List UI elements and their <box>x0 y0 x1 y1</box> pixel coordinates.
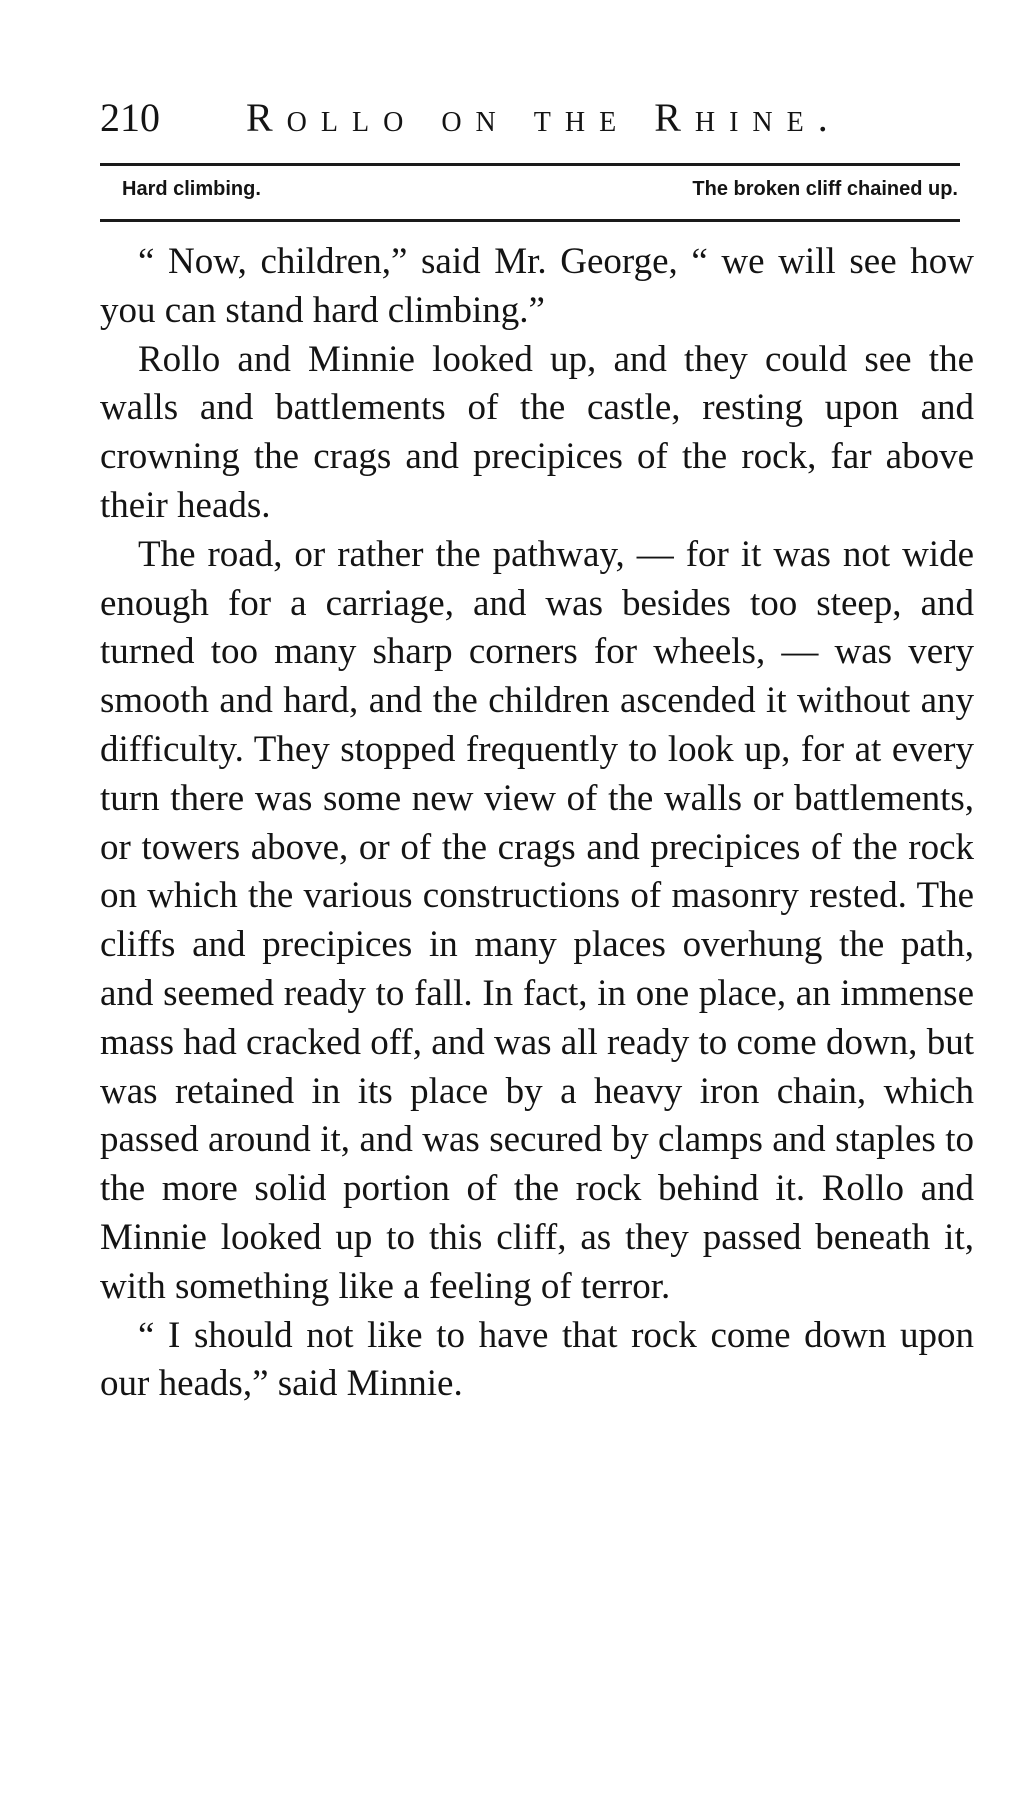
paragraph: Rollo and Minnie looked up, and they could see the walls and battlements of the castle, resting upon and crowning the crags and precipices of the rock, far above their heads. <box>100 338 974 526</box>
paragraph: The road, or rather the pathway, — for it was not wide enough for a carriage, and was besides too steep, and turned too many sharp corners for wheels, — was very smooth and hard, and the children ascended it without any difficulty. They stopped frequently to look up, for at every turn there was some new view of the walls or battlements, or towers above, or of the crags and precipices of the rock on which the various constructions of masonry rested. The cliffs and precipices in many places overhung the path, and seemed ready to fall. In fact, in one place, an immense mass had cracked off, and was all ready to come down, but was retained in its place by a heavy iron chain, which passed around it, and was secured by clamps and staples to the more solid portion of the rock behind it. Rollo and Minnie looked up to this cliff, as they passed beneath it, with something like a feeling of terror. <box>100 533 974 1307</box>
running-head <box>100 94 960 154</box>
paragraph: “ I should not like to have that rock come down upon our heads,” said Minnie. <box>100 1314 974 1405</box>
paragraph: “ Now, children,” said Mr. George, “ we will see how you can stand hard climbing.” <box>100 241 974 331</box>
book-title: Rollo on the Rhine. <box>246 95 842 140</box>
top-rule <box>100 163 960 166</box>
body-text <box>100 238 974 1409</box>
subhead-right: The broken cliff chained up. <box>692 178 958 200</box>
page-number: 210 <box>100 95 160 140</box>
subhead-left: Hard climbing. <box>122 178 261 200</box>
marginal-subheads <box>122 178 958 212</box>
bottom-rule <box>100 219 960 222</box>
